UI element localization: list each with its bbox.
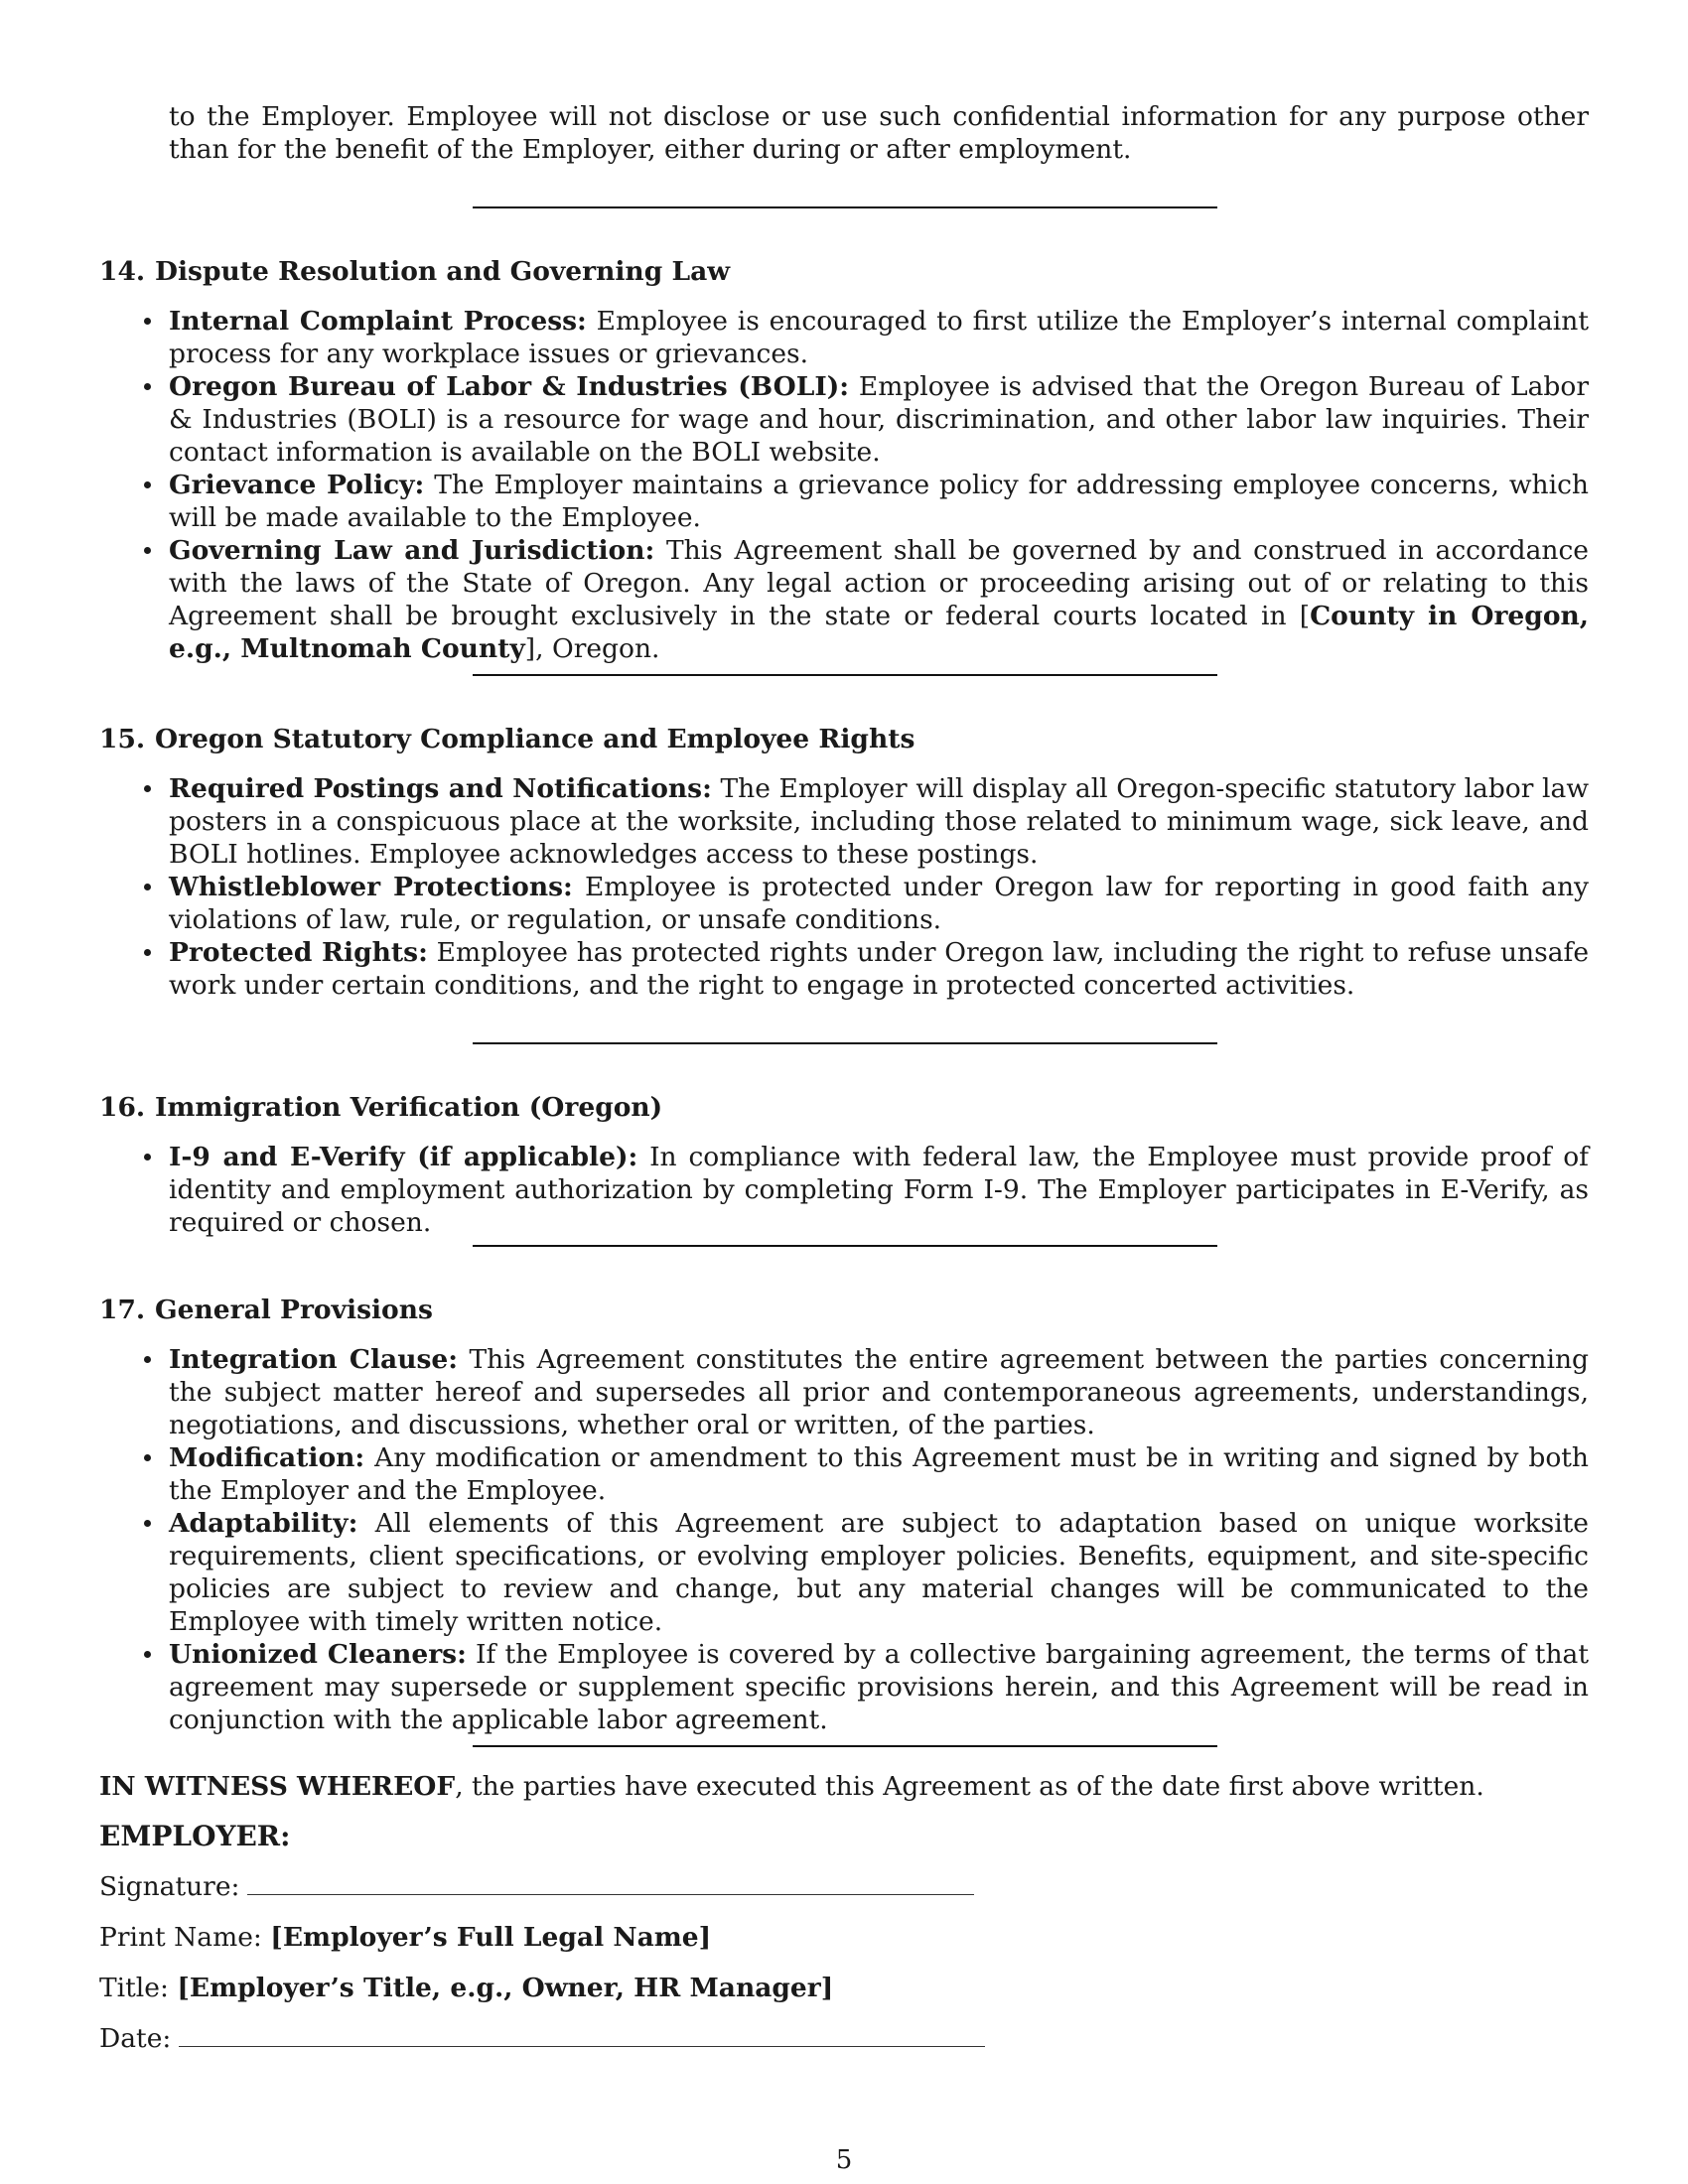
signature-label: Signature: (99, 1871, 240, 1902)
item-label: Governing Law and Jurisdiction: (169, 535, 655, 566)
section-17-list (169, 1343, 1589, 1736)
employer-label: EMPLOYER: (99, 1820, 291, 1852)
item-tail: ], Oregon. (524, 633, 660, 664)
item-label: Modification: (169, 1442, 365, 1473)
date-line[interactable] (179, 2022, 985, 2047)
section-14-heading (99, 255, 730, 288)
list-item (169, 534, 1589, 665)
item-text: The Employer will display all Oregon-specific statutory labor law posters in a conspicuous place at the worksite, including those related to minimum wage, sick leave, and BOLI hotlines. Employee acknowledges access to these postings. (169, 773, 1589, 870)
title-value: Employer’s Title, e.g., Owner, HR Manager (189, 1973, 821, 2003)
item-label: Grievance Policy: (169, 470, 425, 500)
item-label: Adaptability: (169, 1508, 358, 1539)
title-row: Title: [Employer’s Title, e.g., Owner, HR Manager] (99, 1973, 834, 2003)
item-text: Employee has protected rights under Oregon law, including the right to refuse unsafe work under certain conditions, and the right to engage in protected concerted activities. (169, 937, 1590, 1001)
section-divider (473, 1745, 1217, 1747)
item-label: Unionized Cleaners: (169, 1639, 467, 1670)
page-number: 5 (835, 2145, 853, 2175)
section-16-heading (99, 1091, 662, 1124)
section-16-list (169, 1141, 1589, 1239)
signature-line[interactable] (247, 1870, 974, 1895)
list-item (169, 1507, 1589, 1638)
section-title: General Provisions (155, 1295, 433, 1325)
intro-paragraph: to the Employer. Employee will not disclose or use such confidential information for any purpose other than for the benefit of the Employer, either during or after employment. (169, 101, 1589, 165)
signature-row (99, 1870, 974, 1903)
section-number: 15. (99, 724, 146, 754)
item-label: Required Postings and Notifications: (169, 773, 712, 804)
section-15-list (169, 772, 1589, 1002)
list-item (169, 469, 1589, 534)
section-number: 14. (99, 256, 146, 287)
item-placeholder: County in Oregon, e.g., Multnomah County (169, 601, 1589, 664)
list-item (169, 1638, 1589, 1736)
item-label: Integration Clause: (169, 1344, 459, 1375)
date-label: Date: (99, 2023, 172, 2054)
list-item (169, 305, 1589, 370)
item-text: This Agreement constitutes the entire agreement between the parties concerning the subject matter hereof and supersedes all prior and contemporaneous agreements, understandings, negotiations, and discussions, whether oral or written, of the parties. (169, 1344, 1590, 1440)
item-text: The Employer maintains a grievance policy for addressing employee concerns, which will be made available to the Employee. (169, 470, 1589, 533)
section-title: Immigration Verification (Oregon) (155, 1092, 663, 1123)
section-number: 16. (99, 1092, 146, 1123)
witness-bold: IN WITNESS WHEREOF (99, 1771, 456, 1802)
print-name-value: Employer’s Full Legal Name (282, 1922, 699, 1953)
item-text: All elements of this Agreement are subject to adaptation based on unique worksite requirements, client specifications, or evolving employer policies. Benefits, equipment, and site-specific policies are subject to review and change, but any material changes will be communicated to the Employee with timely written notice. (169, 1508, 1589, 1637)
item-label: Protected Rights: (169, 937, 428, 968)
section-title: Oregon Statutory Compliance and Employee Rights (155, 724, 915, 754)
section-divider (473, 674, 1217, 676)
section-divider (473, 1042, 1217, 1044)
print-name-label: Print Name: (99, 1922, 262, 1953)
item-text: Employee is protected under Oregon law for reporting in good faith any violations of law, rule, or regulation, or unsafe conditions. (169, 872, 1589, 935)
section-title: Dispute Resolution and Governing Law (155, 256, 731, 287)
item-text: Any modification or amendment to this Agreement must be in writing and signed by both the Employer and the Employee. (169, 1442, 1589, 1506)
list-item (169, 370, 1589, 469)
list-item (169, 1141, 1589, 1239)
section-divider (473, 206, 1217, 208)
item-text: This Agreement shall be governed by and construed in accordance with the laws of the State of Oregon. Any legal action or proceeding arising out of or relating to this Agreement shall be brought exclusively in the state or federal courts located in [ (169, 535, 1589, 631)
list-item (169, 1441, 1589, 1507)
item-text: In compliance with federal law, the Employee must provide proof of identity and employment authorization by completing Form I-9. The Employer participates in E-Verify, as required or chosen. (169, 1142, 1589, 1238)
section-number: 17. (99, 1295, 146, 1325)
title-label: Title: (99, 1973, 169, 2003)
list-item (169, 936, 1589, 1002)
item-label: I-9 and E-Verify (if applicable): (169, 1142, 638, 1172)
witness-statement (99, 1770, 1484, 1803)
section-15-heading (99, 723, 914, 755)
item-text: Employee is encouraged to first utilize the Employer’s internal complaint process for any workplace issues or grievances. (169, 306, 1590, 369)
section-divider (473, 1245, 1217, 1247)
witness-text: , the parties have executed this Agreement as of the date first above written. (455, 1771, 1484, 1802)
section-17-heading (99, 1294, 433, 1326)
item-text: Employee is advised that the Oregon Bureau of Labor & Industries (BOLI) is a resource for wage and hour, discrimination, and other labor law inquiries. Their contact information is available on the BOLI website. (169, 371, 1589, 468)
item-label: Whistleblower Protections: (169, 872, 573, 902)
print-name-row: Print Name: [Employer’s Full Legal Name] (99, 1922, 712, 1953)
item-label: Oregon Bureau of Labor & Industries (BOLI): (169, 371, 850, 402)
item-text: If the Employee is covered by a collective bargaining agreement, the terms of that agreement may supersede or supplement specific provisions herein, and this Agreement will be read in conjunction with the applicable labor agreement. (169, 1639, 1589, 1735)
item-label: Internal Complaint Process: (169, 306, 587, 337)
section-14-list (169, 305, 1589, 665)
date-row (99, 2022, 985, 2055)
list-item (169, 1343, 1589, 1441)
list-item (169, 871, 1589, 936)
list-item (169, 772, 1589, 871)
